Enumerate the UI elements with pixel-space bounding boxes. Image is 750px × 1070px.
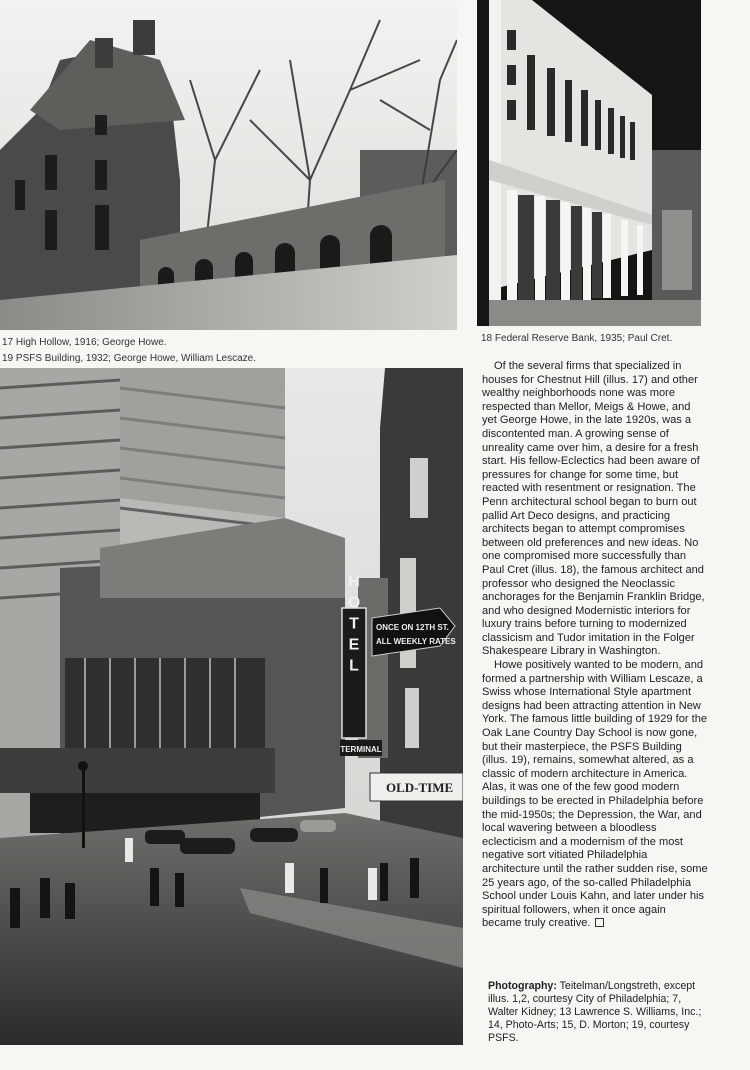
terminal-sign-text: TERMINAL	[340, 745, 382, 754]
article-body	[482, 360, 708, 931]
caption-photo-17: 17 High Hollow, 1916; George Howe.	[2, 337, 167, 348]
photo-federal-reserve-bank	[477, 0, 701, 326]
old-time-sign-text: OLD-TIME	[386, 780, 454, 795]
body-paragraph-1: Of the several firms that specialized in houses for Chestnut Hill (illus. 17) and other wealthy neighborhoods none was more respected than Mellor, Meigs & Howe, and yet George Howe, in the late 1920s, was a discontented man. A growing sense of unreality came over him, a desire for a fresh start. His fellow-Eclectics had been aware of pressures for change for some time, but reacted with resentment or resignation. The Penn architectural school began to burn out pallid Art Deco designs, and practicing architects began to attempt compromises between old preferences and new ideas. No one compromised more successfully than Paul Cret (illus. 18), the famous architect and professor who designed the Neoclassic anchorages for the Benjamin Franklin Bridge, and who designed Modernistic interiors for luxury trains before turning to modernized classicism and Tudor imitation in the Folger Shakespeare Library in Washington.	[482, 360, 705, 658]
credits-label: Photography:	[488, 980, 557, 992]
photo-credits	[488, 980, 712, 1045]
arrow-sign-line2: ALL WEEKLY RATES	[376, 637, 456, 646]
body-paragraph-2-text: Howe positively wanted to be modern, and formed a partnership with William Lescaze, a Swiss whose International Style apartment designs had been attracting attention in New York. The famous little building of 1929 for the Oak Lane Country Day School is now gone, but their masterpiece, the PSFS Building (illus. 19), remains, somewhat altered, as a classic of modern architecture in America. Alas, it was one of the few good modern buildings to be erected in Philadelphia before the mid-1950s; the Depression, the War, and local wavering between a bloodless eclecticism and a modernism of the most negative sort vitiated Philadelphia architecture until the rather sudden rise, some 25 years ago, of the so-called Philadelphia School under Louis Kahn, and later under his spiritual followers, when it once again became truly creative.	[482, 659, 708, 930]
photo-psfs-building	[0, 368, 463, 1045]
body-paragraph-2	[482, 659, 708, 931]
credits-text: Teitelman/Longstreth, except illus. 1,2, courtesy City of Philadelphia; 7, Walter Kidney; 13 Lawrence S. Williams, Inc.; 14, Photo-Arts; 15, D. Morton; 19, courtesy PSFS.	[488, 980, 702, 1044]
hotel-sign-text: HOTEL	[345, 573, 363, 679]
photo-high-hollow	[0, 0, 457, 330]
caption-photo-18: 18 Federal Reserve Bank, 1935; Paul Cret.	[481, 333, 673, 344]
end-mark-icon	[595, 918, 604, 927]
caption-photo-19: 19 PSFS Building, 1932; George Howe, William Lescaze.	[2, 353, 257, 364]
arrow-sign-line1: ONCE ON 12TH ST.	[376, 623, 449, 632]
